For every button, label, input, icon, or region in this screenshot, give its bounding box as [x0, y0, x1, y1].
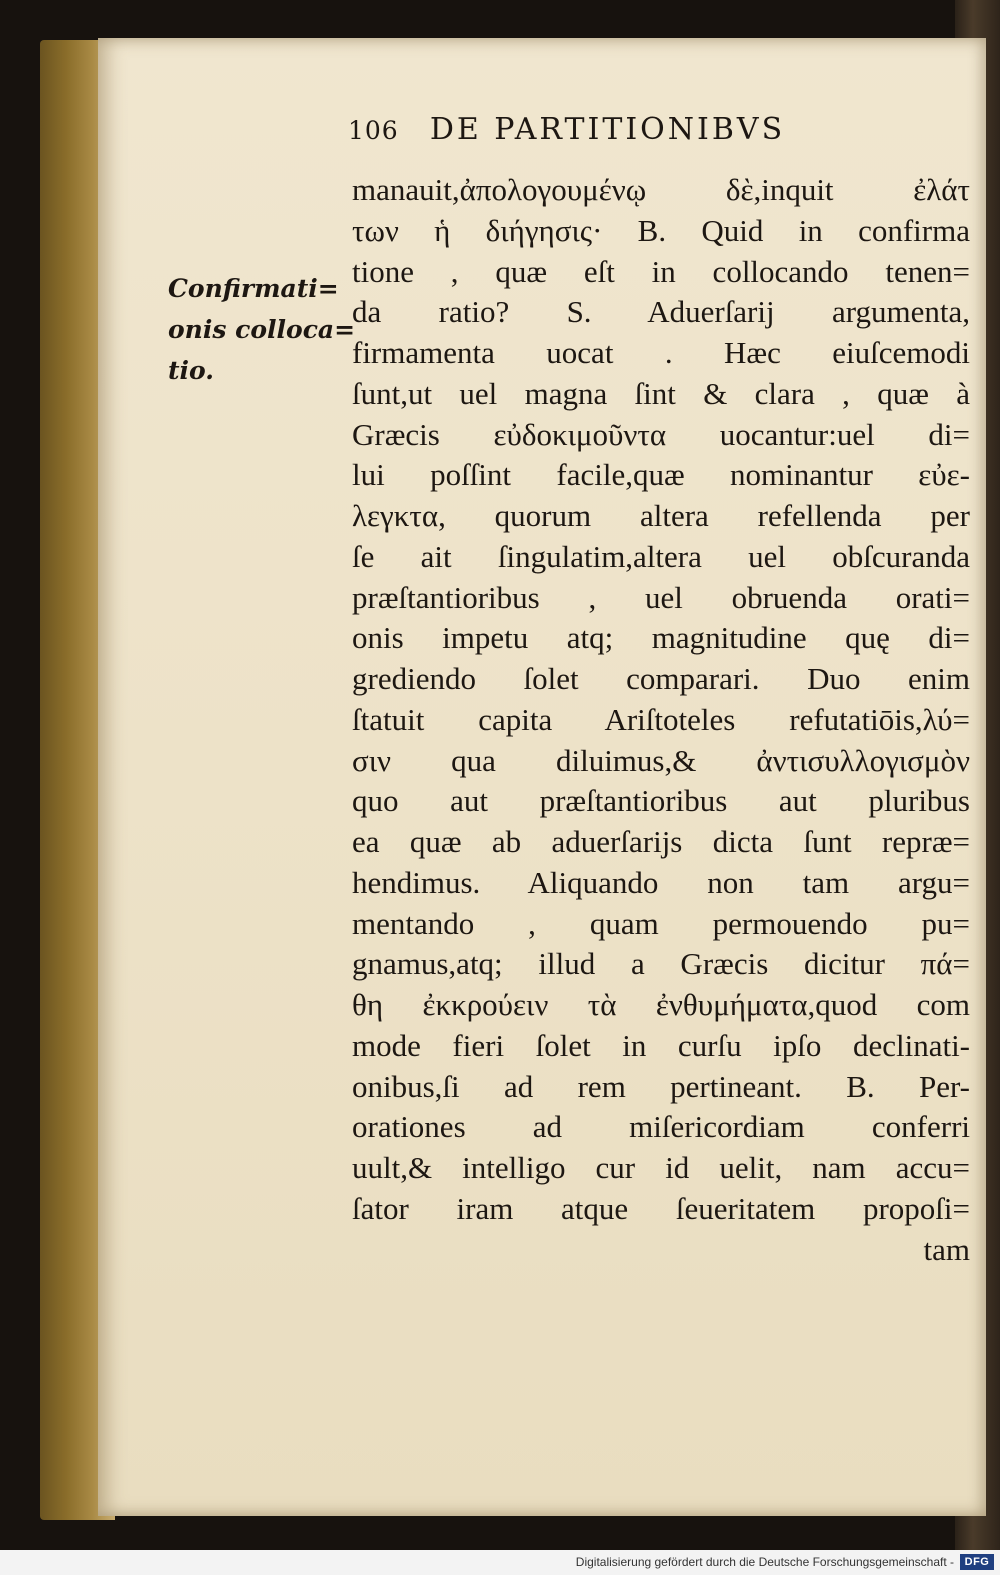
text-line: ea quæ ab aduerſarijs dicta ſunt repræ=: [352, 824, 970, 859]
text-line: gnamus,atq; illud a Græcis dicitur πά=: [352, 946, 970, 982]
funding-credit: Digitalisierung gefördert durch die Deutsche Forschungsgemeinschaft -: [575, 1555, 954, 1569]
text-line: quo aut præſtantioribus aut pluribus: [352, 783, 970, 819]
digitization-footer: [0, 1550, 1000, 1575]
text-line: mode fieri ſolet in curſu ipſo declinati-: [352, 1027, 970, 1063]
text-line: Græcis εὐδοκιμοῦντα uocantur:uel di=: [352, 416, 970, 452]
running-head: [348, 112, 948, 152]
text-line: ſtatuit capita Ariſtoteles refutatiōis,λύ=: [352, 701, 970, 737]
text-line: da ratio? S. Aduerſarij argumenta,: [352, 294, 970, 330]
text-line: ſator iram atque ſeueritatem propoſi=: [352, 1190, 970, 1226]
text-line: præſtantioribus , uel obruenda orati=: [352, 579, 970, 615]
body-text: [352, 170, 970, 1270]
text-line: onis impetu atq; magnitudine quę di=: [352, 620, 970, 656]
text-line: tione , quæ eſt in collocando tenen=: [352, 253, 970, 289]
text-line: των ἡ διήγησις· B. Quid in confirma: [352, 212, 970, 248]
text-line: onibus,ſi ad rem pertineant. B. Per-: [352, 1068, 970, 1104]
marginal-note-line: onis colloca=: [168, 315, 356, 344]
marginal-note: [168, 268, 356, 391]
text-line: lui poſſint facile,quæ nominantur εὐε-: [352, 457, 970, 493]
text-line: orationes ad miſericordiam conferri: [352, 1109, 970, 1145]
text-line: σιν qua diluimus,& ἀντισυλλογισμὸν: [352, 742, 970, 778]
text-line: uult,& intelligo cur id uelit, nam accu=: [352, 1150, 970, 1185]
text-line: grediendo ſolet comparari. Duo enim: [352, 661, 970, 696]
text-line: λεγκτα, quorum altera refellenda per: [352, 498, 970, 533]
text-line: ſunt,ut uel magna ſint & clara , quæ à: [352, 375, 970, 411]
text-line: mentando , quam permouendo pu=: [352, 905, 970, 941]
page-number: 106: [348, 116, 399, 145]
dfg-logo: DFG: [960, 1554, 994, 1570]
running-title: DE PARTITIONIBVS: [429, 112, 786, 147]
text-line: θη ἐκκρούειν τὰ ἐνθυμήματα,quod com: [352, 987, 970, 1022]
text-line: manauit,ἀπολογουμένῳ δὲ,inquit ἐλάτ: [352, 172, 970, 207]
text-line: hendimus. Aliquando non tam argu=: [352, 864, 970, 900]
marginal-note-line: Confirmati=: [168, 274, 339, 303]
text-line: ſe ait ſingulatim,altera uel obſcuranda: [352, 538, 970, 574]
catchword: tam: [923, 1231, 970, 1267]
marginal-note-line: tio.: [168, 356, 214, 385]
text-line: firmamenta uocat . Hæc eiuſcemodi: [352, 335, 970, 370]
